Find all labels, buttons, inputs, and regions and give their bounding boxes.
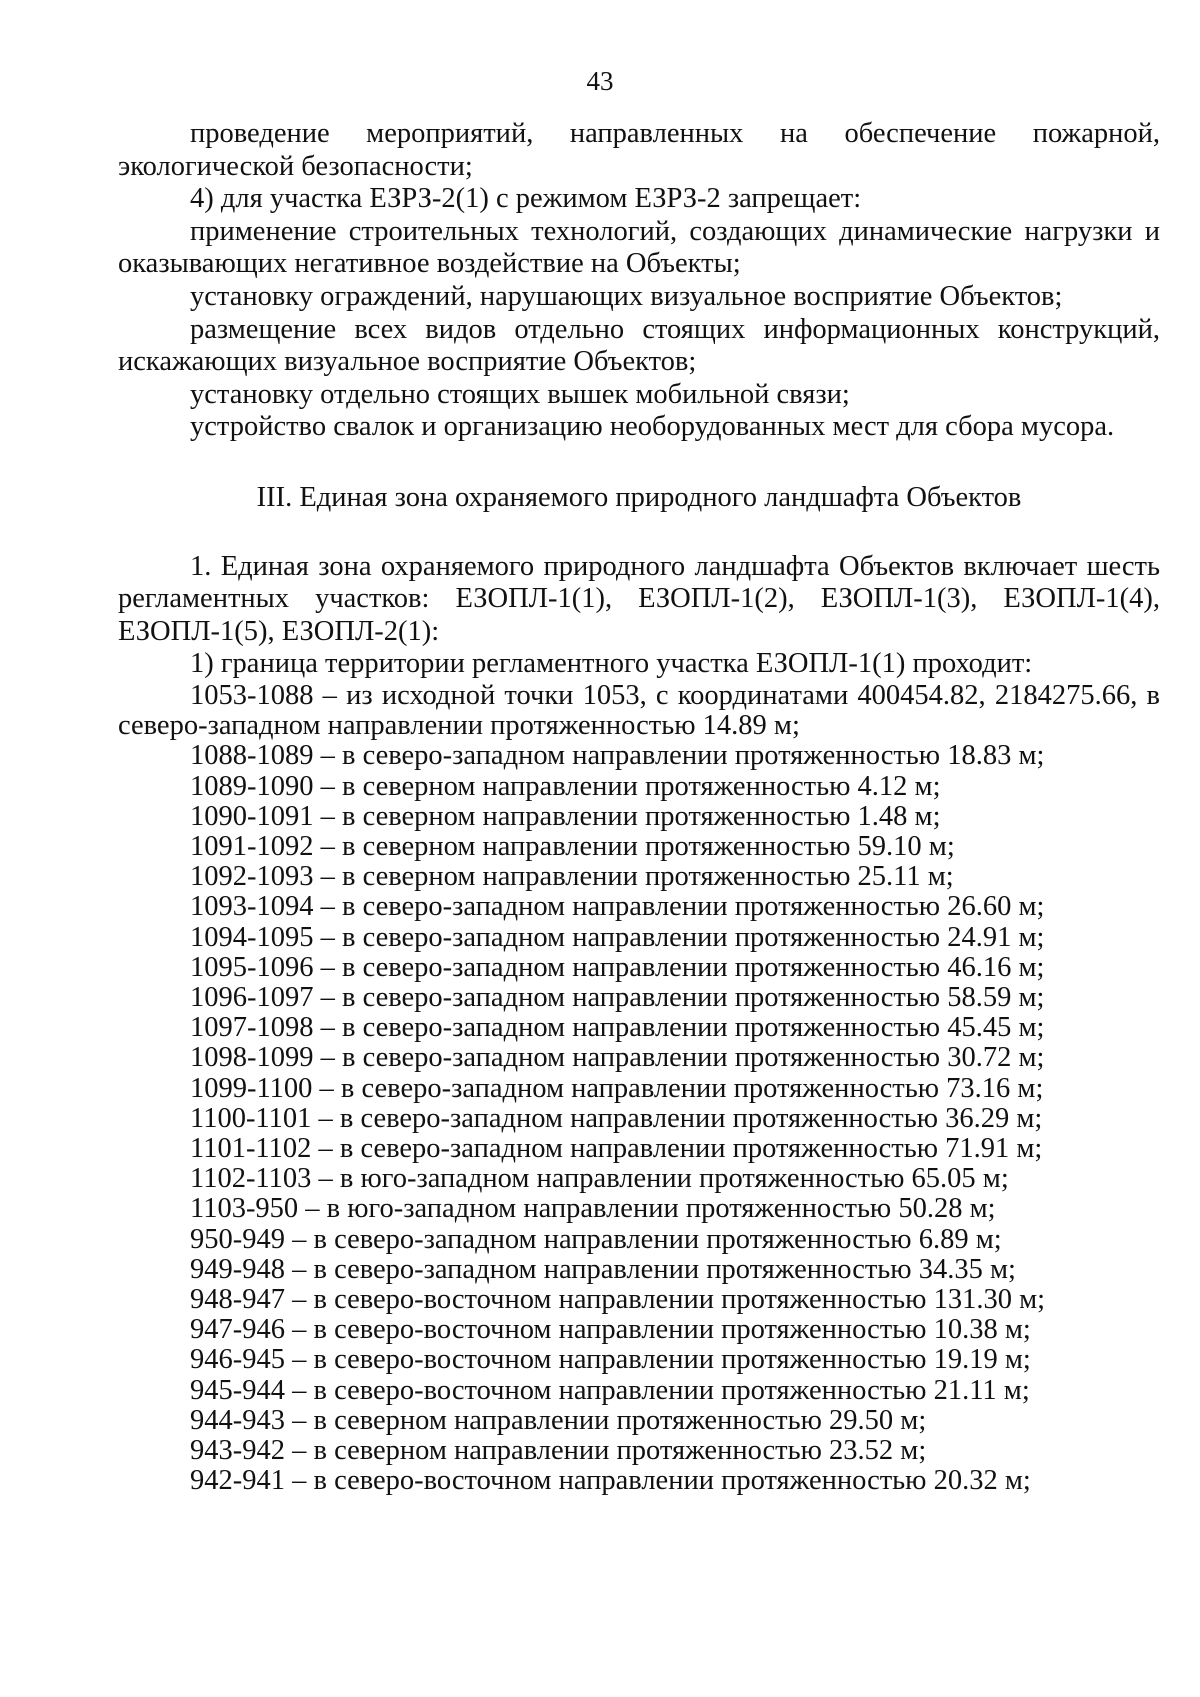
paragraph: проведение мероприятий, направленных на обеспечение пожарной, экологической безопасности;: [118, 118, 1160, 182]
boundary-line: 1088-1089 – в северо-западном направлении протяженностью 18.83 м;: [190, 740, 1045, 772]
boundary-line: 1094-1095 – в северо-западном направлении протяженностью 24.91 м;: [190, 921, 1045, 953]
boundary-line: 1095-1096 – в северо-западном направлении протяженностью 46.16 м;: [190, 951, 1045, 983]
boundary-line: 1097-1098 – в северо-западном направлении протяженностью 45.45 м;: [190, 1012, 1045, 1044]
paragraph: установку ограждений, нарушающих визуальное восприятие Объектов;: [190, 280, 1063, 312]
boundary-line: 949-948 – в северо-западном направлении протяженностью 34.35 м;: [190, 1253, 1016, 1285]
boundary-line: 1102-1103 – в юго-западном направлении протяженностью 65.05 м;: [190, 1163, 1009, 1195]
boundary-list: [118, 681, 1160, 1496]
paragraph: размещение всех видов отдельно стоящих информационных конструкций, искажающих визуальное восприятие Объектов;: [118, 313, 1160, 378]
paragraph: применение строительных технологий, создающих динамические нагрузки и оказывающих негативное воздействие на Объекты;: [118, 215, 1160, 280]
boundary-line: 1100-1101 – в северо-западном направлении протяженностью 36.29 м;: [190, 1102, 1043, 1134]
restrictions-block: [118, 118, 1160, 444]
paragraph: установку отдельно стоящих вышек мобильной связи;: [190, 378, 850, 410]
boundary-line: 1053-1088 – из исходной точки 1053, с координатами 400454.82, 2184275.66, в северо-западном направлении протяженностью 14.89 м;: [118, 679, 1160, 742]
boundary-line: 1092-1093 – в северном направлении протяженностью 25.11 м;: [190, 861, 954, 893]
boundary-line: 1099-1100 – в северо-западном направлении протяженностью 73.16 м;: [190, 1072, 1044, 1104]
boundary-line: 947-946 – в северо-восточном направлении протяженностью 10.38 м;: [190, 1314, 1031, 1346]
boundary-line: 1093-1094 – в северо-западном направлении протяженностью 26.60 м;: [190, 891, 1045, 923]
page-number: 43: [586, 66, 614, 96]
boundary-line: 1090-1091 – в северном направлении протяженностью 1.48 м;: [190, 800, 941, 832]
boundary-line: 948-947 – в северо-восточном направлении протяженностью 131.30 м;: [190, 1283, 1046, 1315]
paragraph: 1. Единая зона охраняемого природного ландшафта Объектов включает шесть регламентных участков: ЕЗОПЛ-1(1), ЕЗОПЛ-1(2), ЕЗОПЛ-1(3), ЕЗОПЛ-1(4), ЕЗОПЛ-1(5), ЕЗОПЛ-2(1):: [118, 550, 1160, 647]
boundary-line: 942-941 – в северо-восточном направлении протяженностью 20.32 м;: [190, 1465, 1031, 1497]
boundary-line: 1089-1090 – в северном направлении протяженностью 4.12 м;: [190, 770, 941, 802]
boundary-line: 946-945 – в северо-восточном направлении протяженностью 19.19 м;: [190, 1344, 1031, 1376]
boundary-line: 1096-1097 – в северо-западном направлении протяженностью 58.59 м;: [190, 981, 1045, 1013]
boundary-line: 1103-950 – в юго-западном направлении протяженностью 50.28 м;: [190, 1193, 996, 1225]
boundary-line: 1098-1099 – в северо-западном направлении протяженностью 30.72 м;: [190, 1042, 1045, 1074]
document-body: [118, 118, 1160, 1496]
paragraph: 1) граница территории регламентного участка ЕЗОПЛ-1(1) проходит:: [190, 648, 1033, 680]
boundary-line: 944-943 – в северном направлении протяженностью 29.50 м;: [190, 1404, 927, 1436]
paragraph: устройство свалок и организацию необорудованных мест для сбора мусора.: [190, 411, 1115, 443]
paragraph: 4) для участка ЕЗРЗ-2(1) с режимом ЕЗРЗ-2 запрещает:: [190, 183, 862, 215]
section-heading: III. Единая зона охраняемого природного ландшафта Объектов: [256, 481, 1022, 513]
boundary-line: 1101-1102 – в северо-западном направлении протяженностью 71.91 м;: [190, 1132, 1043, 1164]
boundary-line: 950-949 – в северо-западном направлении протяженностью 6.89 м;: [190, 1223, 1002, 1255]
boundary-line: 943-942 – в северном направлении протяженностью 23.52 м;: [190, 1434, 927, 1466]
section-intro: [118, 551, 1160, 681]
boundary-line: 945-944 – в северо-восточном направлении протяженностью 21.11 м;: [190, 1374, 1030, 1406]
boundary-line: 1091-1092 – в северном направлении протяженностью 59.10 м;: [190, 830, 955, 862]
